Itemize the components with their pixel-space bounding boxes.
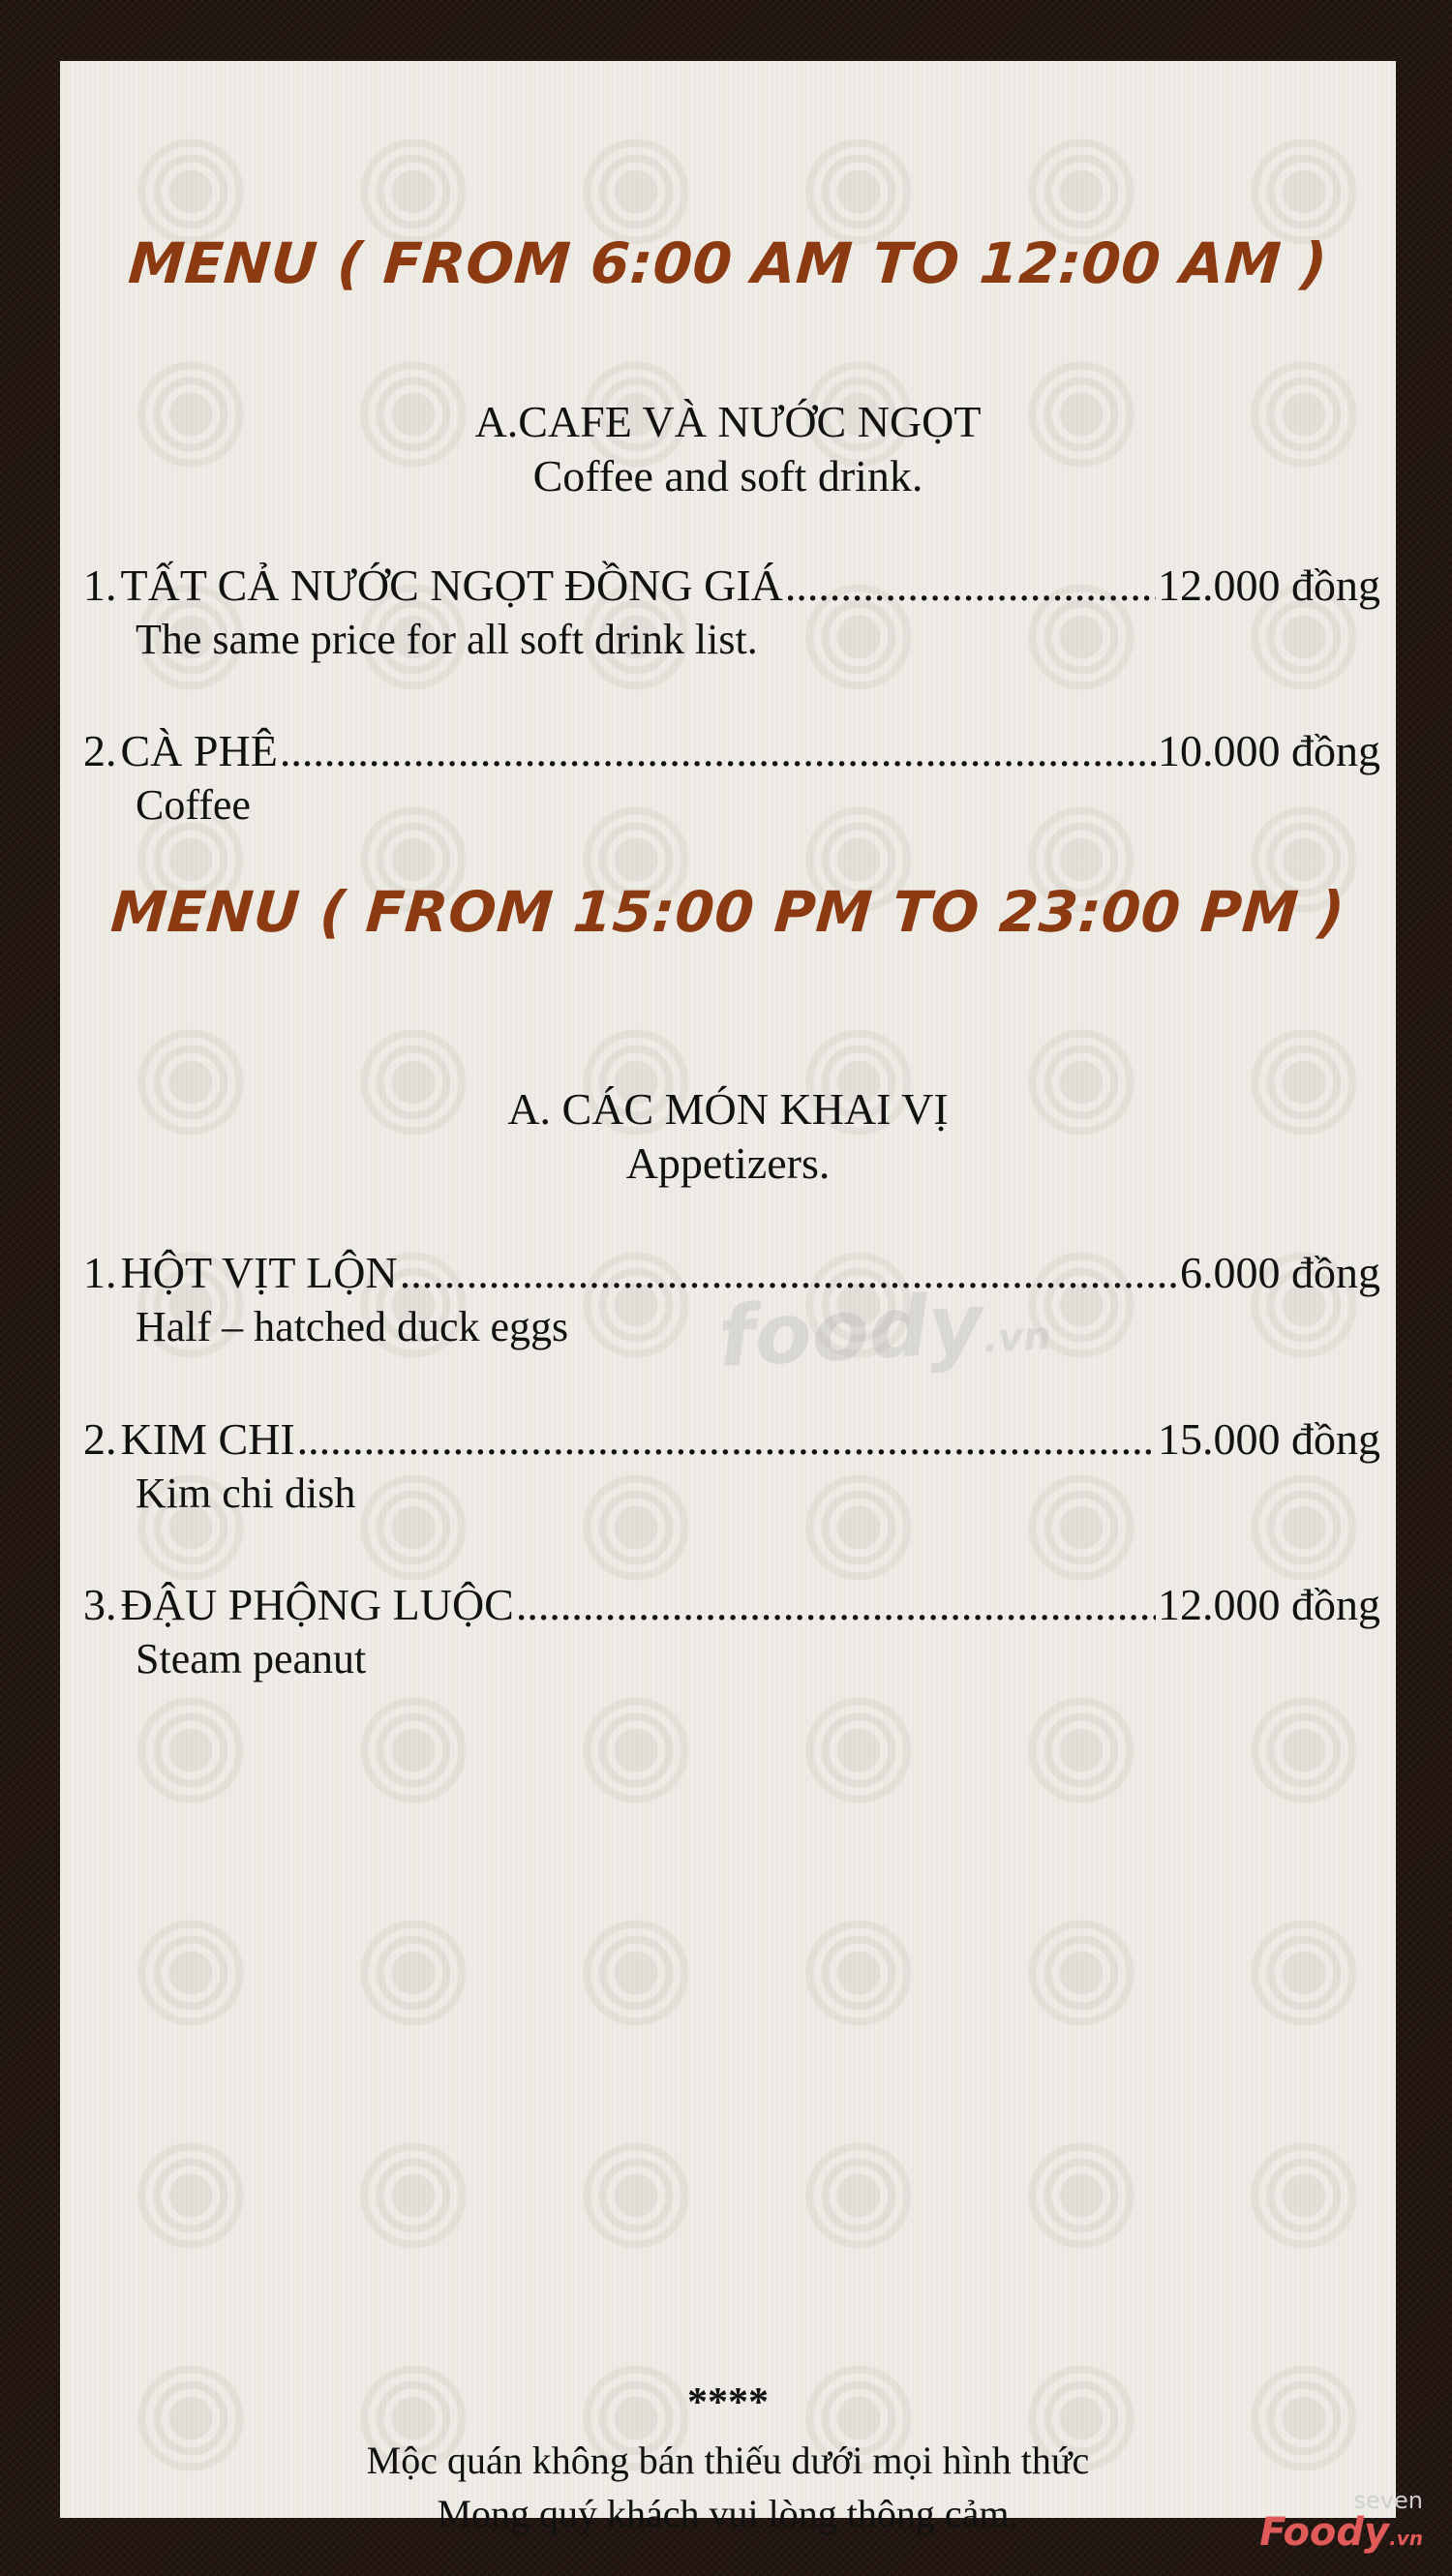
item-name: TẤT CẢ NƯỚC NGỌT ĐỒNG GIÁ	[120, 561, 783, 610]
item-description: Half – hatched duck eggs	[136, 1303, 569, 1350]
logo-top-text: seven	[1353, 2487, 1423, 2514]
dot-leader	[280, 725, 1156, 776]
menu-item	[83, 560, 1380, 664]
item-number: 2.	[83, 1414, 117, 1464]
item-description: Kim chi dish	[136, 1470, 356, 1517]
logo-brand-text: Foody	[1259, 2510, 1390, 2555]
menu-heading-evening: MENU ( FROM 15:00 PM TO 23:00 PM )	[108, 879, 1347, 945]
watermark-text: foody	[715, 1275, 985, 1386]
logo-brand-suffix: .vn	[1389, 2527, 1423, 2550]
section-title-text: A. CÁC MÓN KHAI VỊ	[507, 1084, 949, 1134]
footer-note-line1: Mộc quán không bán thiếu dưới mọi hình thức	[366, 2439, 1090, 2482]
logo-brand	[1259, 2512, 1423, 2559]
section-subtitle-text: Appetizers.	[625, 1138, 831, 1188]
item-price: 15.000 đồng	[1158, 1414, 1380, 1464]
item-number: 2.	[83, 726, 117, 775]
foody-corner-logo	[1259, 2489, 1423, 2559]
section-title-text: A.CAFE VÀ NƯỚC NGỌT	[474, 397, 982, 446]
foody-watermark	[716, 1272, 1053, 1386]
item-price: 12.000 đồng	[1158, 1580, 1380, 1629]
section-subtitle-text: Coffee and soft drink.	[532, 451, 923, 500]
item-price: 12.000 đồng	[1158, 561, 1380, 610]
watermark-suffix: .vn	[982, 1314, 1052, 1362]
item-number: 1.	[83, 561, 117, 610]
section-title-appetizers	[60, 1082, 1396, 1191]
item-name: CÀ PHÊ	[120, 726, 278, 775]
item-number: 1.	[83, 1248, 117, 1297]
item-description: Coffee	[136, 781, 251, 829]
item-description: Steam peanut	[136, 1635, 367, 1682]
item-number: 3.	[83, 1580, 117, 1629]
dot-leader	[516, 1579, 1156, 1630]
item-description: The same price for all soft drink list.	[136, 616, 758, 663]
menu-item	[83, 1579, 1380, 1683]
item-price: 10.000 đồng	[1158, 726, 1380, 775]
item-name: KIM CHI	[120, 1414, 295, 1464]
dot-leader	[297, 1413, 1156, 1465]
dot-leader	[785, 560, 1156, 611]
item-name: ĐẬU PHỘNG LUỘC	[120, 1580, 514, 1629]
footer-note-line2: Mong quý khách vui lòng thông cảm.	[437, 2492, 1019, 2535]
item-price: 6.000 đồng	[1180, 1248, 1380, 1297]
menu-item	[83, 725, 1380, 830]
footer-stars: ****	[687, 2380, 769, 2425]
item-name: HỘT VỊT LỘN	[120, 1248, 398, 1297]
menu-paper	[60, 61, 1396, 2535]
section-title-cafe	[60, 395, 1396, 503]
menu-heading-morning: MENU ( FROM 6:00 AM TO 12:00 AM )	[126, 230, 1330, 296]
menu-item	[83, 1413, 1380, 1518]
